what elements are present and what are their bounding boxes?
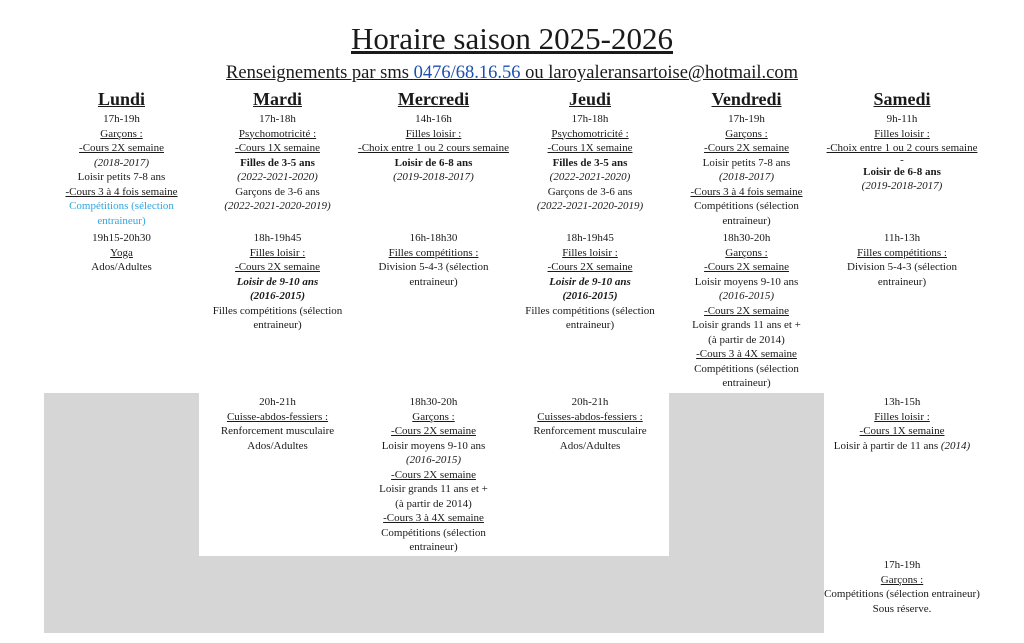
session-level: Division 5-4-3 (sélection entraineur) [378, 261, 489, 288]
session-level: Garçons de 3-6 ans [235, 185, 320, 198]
session-samedi-3 [824, 395, 980, 453]
session-frequency: -Cours 2X semaine [391, 425, 476, 437]
session-level: Loisir de 9-10 ans [236, 275, 319, 288]
session-birth-years: (2016-2015) [250, 290, 305, 302]
session-frequency: -Choix entre 1 ou 2 cours semaine [826, 142, 978, 154]
session-birth-years: (2016-2015) [562, 290, 618, 302]
session-group: Psychomotricité : [551, 127, 629, 140]
session-mercredi-1 [356, 112, 511, 185]
sms-number-link[interactable]: 0476/68.16.56 [413, 63, 521, 83]
contact-email[interactable]: ou laroyaleransartoise@hotmail.com [520, 63, 798, 83]
session-group: Yoga [110, 246, 133, 259]
session-level: Compétitions (sélection entraineur) [824, 588, 980, 600]
session-time: 9h-11h [886, 113, 918, 125]
session-separator: - [900, 155, 904, 165]
column-samedi [824, 88, 980, 636]
session-level: Loisir grands 11 ans et + (à partir de 2014) [692, 319, 801, 346]
session-frequency: -Choix entre 1 ou 2 cours semaine [358, 142, 509, 154]
session-group: Filles loisir : [249, 246, 306, 259]
session-frequency: -Cours 2X semaine [235, 261, 320, 273]
session-mardi-1 [199, 112, 356, 214]
session-description: Renforcement musculaire [533, 425, 647, 437]
session-level: Loisir moyens 9-10 ans [381, 439, 486, 452]
session-frequency: -Cours 2X semaine [79, 142, 164, 154]
session-time: 18h30-20h [409, 396, 458, 408]
session-level: Compétitions (sélection entraineur) [694, 362, 799, 389]
session-level: Filles compétitions (sélection entraineur) [212, 304, 343, 331]
session-group: Filles compétitions : [857, 246, 947, 259]
session-group: Psychomotricité : [238, 127, 317, 140]
column-jeudi [511, 88, 669, 628]
session-frequency: -Cours 2X semaine [391, 468, 476, 481]
session-birth-years: (2019-2018-2017) [861, 180, 943, 192]
column-mercredi [356, 88, 511, 628]
session-time: 20h-21h [571, 396, 609, 408]
session-mercredi-2 [356, 231, 511, 289]
session-mardi-3 [199, 395, 356, 453]
session-time: 19h15-20h30 [92, 232, 151, 244]
session-time: 18h30-20h [722, 232, 771, 244]
session-group: Filles loisir : [562, 246, 618, 259]
session-time: 20h-21h [259, 396, 296, 408]
session-level: Loisir petits 7-8 ans [702, 156, 791, 169]
session-level: Filles de 3-5 ans [240, 156, 315, 169]
session-frequency: -Cours 1X semaine [859, 425, 945, 437]
session-frequency: -Cours 1X semaine [235, 142, 320, 154]
day-header-samedi: Samedi [873, 89, 931, 109]
session-group: Filles loisir : [405, 127, 462, 140]
session-group: Cuisse-abdos-fessiers : [226, 410, 329, 423]
session-group: Filles compétitions : [388, 246, 479, 259]
session-mercredi-3 [356, 395, 511, 555]
session-level: Compétitions (sélection entraineur) [381, 526, 486, 553]
session-level: Loisir à partir de 11 ans [833, 439, 941, 452]
session-vendredi-1 [669, 112, 824, 228]
session-birth-years: (2016-2015) [719, 290, 774, 302]
session-frequency: -Cours 2X semaine [547, 261, 633, 273]
day-header-lundi: Lundi [97, 89, 146, 109]
session-frequency: -Cours 3 à 4 fois semaine [690, 185, 803, 198]
session-jeudi-2 [511, 231, 669, 333]
session-frequency: -Cours 1X semaine [547, 142, 633, 154]
session-time: 11h-13h [883, 232, 921, 244]
session-samedi-2 [824, 231, 980, 289]
session-level: Loisir de 6-8 ans [394, 156, 473, 169]
session-group: Filles loisir : [874, 127, 930, 140]
session-level: Loisir petits 7-8 ans [77, 171, 166, 183]
session-level-line [824, 439, 980, 454]
page-title: Horaire saison 2025-2026 [351, 21, 673, 56]
session-level: Compétitions (sélection entraineur) [694, 200, 799, 227]
session-frequency: -Cours 3 à 4 fois semaine [65, 185, 178, 198]
session-time: 17h-19h [728, 113, 765, 125]
session-birth-years: (2016-2015) [406, 454, 461, 466]
session-lundi-1 [44, 112, 199, 228]
session-birth-years: (2022-2021-2020) [237, 171, 318, 183]
session-lundi-2 [44, 231, 199, 275]
session-time: 17h-19h [103, 113, 140, 125]
session-birth-years: (2019-2018-2017) [393, 171, 474, 183]
session-frequency: -Cours 3 à 4X semaine [696, 348, 797, 360]
day-header-mardi: Mardi [253, 89, 302, 109]
session-level: Loisir grands 11 ans et + (à partir de 2014) [379, 483, 488, 510]
session-group: Cuisses-abdos-fessiers : [537, 410, 643, 423]
session-time: 18h-19h45 [253, 232, 302, 244]
contact-line [0, 62, 1024, 84]
session-group: Filles loisir : [874, 410, 930, 423]
session-time: 17h-18h [259, 113, 296, 125]
session-level: Division 5-4-3 (sélection entraineur) [847, 261, 957, 288]
session-audience: Ados/Adultes [559, 439, 621, 452]
session-samedi-4 [824, 558, 980, 616]
session-birth-years: (2022-2021-2020-2019) [224, 200, 331, 212]
day-header-jeudi: Jeudi [568, 89, 611, 109]
session-frequency: -Cours 3 à 4X semaine [383, 512, 484, 524]
session-audience: Ados/Adultes [247, 439, 308, 452]
session-jeudi-3 [511, 395, 669, 453]
session-birth-years: (2014) [940, 439, 971, 452]
session-vendredi-2 [669, 231, 824, 391]
session-level: Garçons de 3-6 ans [547, 185, 633, 198]
session-mardi-2 [199, 231, 356, 333]
session-level: Compétitions (sélection entraineur) [69, 200, 174, 227]
session-frequency: -Cours 2X semaine [704, 304, 789, 317]
session-group: Garçons : [725, 246, 768, 259]
session-level: Filles de 3-5 ans [552, 156, 628, 169]
session-time: 17h-19h [883, 559, 921, 571]
session-birth-years: (2018-2017) [94, 156, 149, 169]
session-note: Sous réserve. [872, 602, 932, 615]
session-group: Garçons : [412, 410, 455, 423]
session-group: Garçons : [725, 127, 768, 140]
session-time: 17h-18h [571, 113, 609, 125]
session-time: 14h-16h [415, 113, 452, 125]
session-level: Loisir de 9-10 ans [549, 275, 631, 288]
session-level: Filles compétitions (sélection entraineur) [525, 304, 655, 331]
day-header-mercredi: Mercredi [397, 89, 470, 109]
column-lundi [44, 88, 199, 628]
session-time: 16h-18h30 [409, 232, 458, 244]
session-time: 18h-19h45 [566, 232, 614, 244]
session-group: Garçons : [100, 127, 143, 140]
session-birth-years: (2018-2017) [719, 171, 774, 183]
contact-prefix: Renseignements par sms [226, 63, 414, 83]
session-jeudi-1 [511, 112, 669, 214]
day-header-vendredi: Vendredi [711, 89, 782, 109]
session-frequency: -Cours 2X semaine [704, 142, 789, 154]
session-audience: Ados/Adultes [91, 261, 152, 273]
session-level: Loisir de 6-8 ans [863, 165, 941, 178]
session-frequency: -Cours 2X semaine [704, 261, 789, 273]
session-birth-years: (2022-2021-2020-2019) [536, 200, 644, 212]
session-samedi-1 [824, 112, 980, 194]
session-description: Renforcement musculaire [220, 425, 335, 437]
session-level: Loisir moyens 9-10 ans [694, 275, 799, 288]
column-mardi [199, 88, 356, 628]
column-vendredi [669, 88, 824, 628]
session-birth-years: (2022-2021-2020) [549, 171, 631, 183]
session-group: Garçons : [880, 573, 924, 586]
session-time: 13h-15h [883, 396, 921, 408]
